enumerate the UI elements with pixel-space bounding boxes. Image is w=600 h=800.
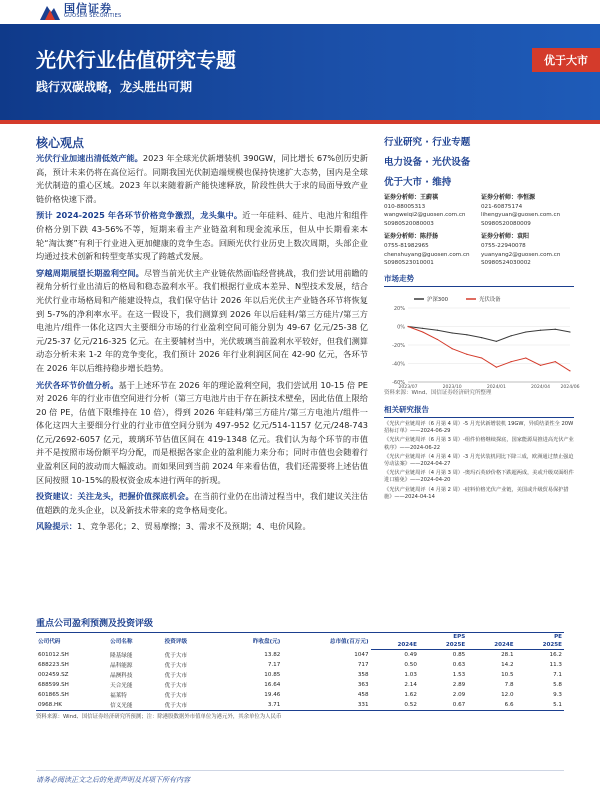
x-tick-label: 2024/01 bbox=[486, 385, 506, 390]
analyst-name: 证券分析师：陈抒扬 bbox=[384, 233, 439, 241]
cell-code: 0968.HK bbox=[36, 700, 108, 711]
related-item[interactable] bbox=[384, 454, 574, 468]
x-tick-label: 2023/07 bbox=[398, 385, 418, 390]
core-paragraph bbox=[36, 379, 368, 488]
paragraph-text: 尽管当前光伏主产业链依然面临经营挑战，我们尝试用前瞻的视角分析行业出清后的格局和稳态盈利水平。我们根据行业成本差异、N型技术发展，结合光伏行业市场格局和产能建设特点，我们保守估计 2026 年以后光伏主产业链各环节将恢复到 5-7%的净利率水平。在这一假设下，我们测算到 2026 年以后硅料/第三方硅片/第三方电池片/组件一体化这四大主要细分市场的行业盈利空间可能分别为 49-67 亿元/25-38 亿元/25-37 亿元/216-325 亿元。在主要辅材当中，光伏玻璃当前盈利水平较好，但我们测算动态分析未来 1-2 年的竞争变化，我们预计 2026 年行业利润区间在 42-90 亿元，各环节在 2026 年以后维持稳步增长趋势。 bbox=[36, 267, 368, 373]
related-date: ——2024-04-20 bbox=[409, 477, 451, 484]
paragraph-lead: 穿越周期展望长期盈利空间。 bbox=[36, 267, 144, 278]
cell-eps1: 0.52 bbox=[371, 700, 419, 711]
core-paragraph bbox=[36, 152, 368, 206]
cell-pe1: 10.5 bbox=[501, 671, 514, 678]
related-list bbox=[384, 421, 574, 501]
data-point bbox=[569, 370, 570, 371]
col-price: 昨收盘(元) bbox=[217, 633, 282, 650]
cell-mcap: 358 bbox=[357, 671, 369, 678]
cell-name: 天合光能 bbox=[110, 682, 133, 689]
cell-price: 19.46 bbox=[264, 691, 281, 698]
legend-label: 光伏设备 bbox=[479, 297, 501, 303]
cell-eps2: 0.67 bbox=[419, 700, 467, 711]
y-tick-label: 0% bbox=[397, 324, 405, 331]
cell-eps1: 0.49 bbox=[404, 651, 417, 658]
x-tick-label: 2024/06 bbox=[560, 385, 580, 390]
paragraph-text: 近一年硅料、硅片、电池片和组件价格分别下跌 43-56%不等，短期来看主产业链盈利和现金流承压，但从中长期看来本轮“淘汰赛”有利于行业进入更加健康的竞争生态。回顾光伏行业历史上数次周期，头部企业均通过技术创新和转型变革实现了跨越式发展。 bbox=[36, 210, 368, 262]
report-industry: 电力设备 · 光伏设备 bbox=[384, 157, 471, 168]
cell-pe1: 7.8 bbox=[504, 681, 514, 688]
data-point bbox=[452, 332, 453, 333]
report-rating: 优于大市 · 维持 bbox=[384, 177, 452, 188]
analyst-email[interactable]: chenshuyang@guosen.com.cn bbox=[384, 251, 470, 258]
core-paragraph bbox=[36, 209, 368, 263]
analyst-card bbox=[384, 233, 477, 267]
series-line-1 bbox=[408, 327, 570, 371]
cell-pe2: 11.3 bbox=[549, 661, 562, 668]
paragraph-text: 在当前行业仍在出清过程当中，我们建议关注估值超跌的龙头企业，以及新技术带来的竞争格局变化。 bbox=[36, 491, 368, 515]
report-category: 行业研究 · 行业专题 bbox=[384, 137, 471, 148]
related-text: 《光伏产业链周评（4 月第 3 周）-奥玛石英砂价格下跌超两成，美或升级双面组件进口豁免》 bbox=[384, 470, 574, 484]
cell-price: 16.64 bbox=[264, 681, 281, 688]
series-line-0 bbox=[408, 327, 570, 342]
data-point bbox=[525, 357, 526, 358]
data-point bbox=[407, 326, 408, 327]
col-rating: 投资评级 bbox=[163, 633, 218, 650]
cell-eps2: 0.63 bbox=[452, 661, 466, 668]
paragraph-text: 2023 年全球光伏新增装机 390GW，同比增长 67%创历史新高，预计未来仍将在高位运行。同期我国光伏制造端规模也保持快速扩大态势，国内是全球光伏制造的重心区域。2023 年以来随着新产能快速释放，阶段性供大于求的局面导致产业链价格快速下滑。 bbox=[36, 153, 368, 204]
cell-mcap: 331 bbox=[282, 700, 370, 711]
data-point bbox=[452, 348, 453, 349]
cell-pe2: 5.1 bbox=[516, 700, 564, 711]
related-date: ——2024-06-22 bbox=[399, 444, 441, 451]
y-tick-label: -20% bbox=[392, 343, 405, 349]
related-date: ——2024-06-29 bbox=[409, 428, 451, 435]
cell-rating: 优于大市 bbox=[164, 692, 188, 699]
cell-price: 10.85 bbox=[264, 671, 281, 678]
col-eps: EPS bbox=[371, 633, 468, 642]
table-row bbox=[36, 680, 564, 690]
data-point bbox=[437, 330, 438, 331]
related-item[interactable] bbox=[384, 421, 574, 435]
data-point bbox=[422, 328, 423, 329]
analyst-name: 证券分析师：李恒源 bbox=[481, 194, 536, 201]
paragraph-lead: 投资建议：关注龙头，把握价值探底机会。 bbox=[36, 491, 194, 502]
table-row bbox=[36, 670, 564, 680]
data-point bbox=[496, 367, 497, 368]
data-point bbox=[466, 354, 467, 355]
col-code: 公司代码 bbox=[36, 633, 108, 650]
paragraph-lead: 光伏行业加速出清低效产能。 bbox=[36, 153, 143, 163]
cell-code: 601865.SH bbox=[38, 691, 69, 698]
analyst-name: 证券分析师：袁阳 bbox=[481, 233, 530, 241]
cell-code: 688223.SH bbox=[38, 661, 69, 668]
analyst-name: 证券分析师：王蔚祺 bbox=[384, 194, 439, 201]
data-point bbox=[481, 337, 482, 338]
y-tick-label: -40% bbox=[392, 361, 405, 368]
cell-code: 601012.SH bbox=[38, 651, 69, 658]
x-tick-label: 2024/04 bbox=[530, 385, 551, 390]
related-item[interactable] bbox=[384, 487, 574, 501]
cell-pe2: 7.1 bbox=[553, 671, 562, 678]
table-row bbox=[36, 650, 564, 660]
data-point bbox=[555, 329, 556, 330]
related-item[interactable] bbox=[384, 470, 574, 484]
data-point bbox=[466, 334, 467, 335]
data-point bbox=[569, 331, 570, 332]
table-row bbox=[36, 700, 564, 711]
cell-eps1: 1.03 bbox=[404, 671, 417, 678]
col-eps-2025: 2025E bbox=[419, 641, 467, 650]
analyst-email[interactable]: yuanyang2@guosen.com.cn bbox=[481, 251, 561, 258]
table-row bbox=[36, 660, 564, 670]
analyst-phone: 010-88005313 bbox=[384, 203, 426, 210]
cell-eps1: 0.50 bbox=[404, 661, 417, 668]
cell-eps2: 1.53 bbox=[452, 671, 466, 678]
analyst-license: S0980520080003 bbox=[384, 220, 434, 227]
y-tick-label: -60% bbox=[392, 380, 405, 386]
table-note: 资料来源：Wind、国信证券经济研究所预测；注：除港股数据外市值单位为港元外，其余单位为人民币 bbox=[36, 714, 282, 720]
analyst-license: S0980523010001 bbox=[384, 260, 434, 267]
col-eps-2024: 2024E bbox=[371, 641, 419, 650]
report-subtitle: 践行双碳战略，龙头胜出可期 bbox=[36, 80, 193, 94]
chart-source: 资料来源：Wind、国信证券经济研究所整理 bbox=[384, 390, 492, 396]
col-mcap: 总市值(百万元) bbox=[282, 633, 370, 650]
cell-eps1: 1.62 bbox=[404, 691, 417, 698]
y-tick-label: 20% bbox=[393, 306, 405, 312]
table-row bbox=[36, 690, 564, 700]
brand-logo bbox=[40, 2, 122, 20]
cell-rating: 优于大市 bbox=[164, 682, 188, 689]
analyst-phone: 0755-22940078 bbox=[481, 242, 526, 249]
forecast-table bbox=[36, 632, 564, 711]
cell-rating: 优于大市 bbox=[164, 662, 188, 669]
related-date: ——2024-04-14 bbox=[394, 493, 435, 500]
analyst-phone: 021-60875174 bbox=[481, 203, 523, 210]
core-body bbox=[36, 152, 368, 537]
side-panel bbox=[384, 134, 574, 287]
table-title: 重点公司盈利预测及投资评级 bbox=[36, 619, 154, 629]
core-paragraph bbox=[36, 267, 368, 376]
cell-rating: 优于大市 bbox=[164, 672, 188, 679]
data-point bbox=[422, 331, 423, 332]
market-trend-chart bbox=[384, 290, 580, 400]
analyst-card bbox=[384, 194, 477, 228]
related-text: 《光伏产业链周评（4 月第 2 周）-硅料价格光伏产业链，美国或升级贸易保护措施》 bbox=[384, 486, 569, 500]
cell-eps2: 2.09 bbox=[452, 691, 466, 698]
related-title: 相关研究报告 bbox=[384, 404, 574, 418]
cell-eps1: 2.14 bbox=[404, 681, 417, 688]
col-pe-2025: 2025E bbox=[516, 641, 564, 650]
data-point bbox=[496, 341, 497, 342]
analyst-phone: 0755-81982965 bbox=[384, 242, 429, 249]
cell-mcap: 363 bbox=[357, 681, 369, 688]
cell-mcap: 717 bbox=[357, 661, 369, 668]
cell-rating: 优于大市 bbox=[163, 700, 218, 711]
report-title: 光伏行业估值研究专题 bbox=[36, 48, 236, 72]
core-heading: 核心观点 bbox=[36, 136, 85, 150]
cell-pe1: 14.2 bbox=[501, 661, 514, 668]
related-text: 《光伏产业链周评（6 月第 4 周）-5 月光伏新增装机 19GW，异质结柔性全 20W 招标订单》 bbox=[384, 421, 574, 435]
related-reports bbox=[384, 404, 574, 503]
data-point bbox=[540, 330, 541, 331]
cell-price: 7.17 bbox=[267, 661, 281, 668]
analyst-card bbox=[481, 194, 574, 228]
data-point bbox=[525, 331, 526, 332]
brand-name-en: GUOSEN SECURITIES bbox=[64, 13, 122, 19]
top-bar bbox=[0, 0, 600, 24]
data-point bbox=[510, 361, 511, 362]
risk-lead: 风险提示： bbox=[36, 521, 77, 532]
risk-paragraph bbox=[36, 520, 368, 534]
cell-pe2: 16.2 bbox=[549, 651, 562, 658]
table-header-row bbox=[36, 633, 564, 642]
legend-label: 沪深300 bbox=[427, 297, 449, 303]
core-paragraph bbox=[36, 490, 368, 517]
data-point bbox=[510, 335, 511, 336]
analyst-license: S0980520080009 bbox=[481, 220, 531, 227]
cell-name: 信义光能 bbox=[108, 700, 163, 711]
rating-badge: 优于大市 bbox=[532, 48, 600, 72]
brand-name: 国信证券 bbox=[64, 2, 112, 15]
related-text: 《光伏产业链周评（4 月第 4 周）-3 月光伏装机同比下降三成，欧洲通过禁止强迫劳动法案》 bbox=[384, 453, 574, 468]
cell-pe1: 6.6 bbox=[467, 700, 515, 711]
cell-eps2: 0.85 bbox=[452, 651, 466, 658]
brand-logo-icon bbox=[40, 2, 60, 20]
analyst-email[interactable]: lihengyuan@guosen.com.cn bbox=[481, 212, 561, 219]
cell-price: 3.71 bbox=[217, 700, 282, 711]
cell-pe1: 28.1 bbox=[501, 651, 514, 658]
cell-mcap: 458 bbox=[357, 691, 369, 698]
related-text: 《光伏产业链周评（6 月第 3 周）-组件价格继续探底，国家能源局推进高光伏产业秩序》 bbox=[384, 437, 574, 451]
data-point bbox=[437, 339, 438, 340]
data-point bbox=[481, 357, 482, 358]
paragraph-lead: 光伏各环节价值分析。 bbox=[36, 379, 119, 390]
cell-code: 002459.SZ bbox=[38, 671, 69, 678]
col-pe: PE bbox=[467, 633, 564, 642]
col-name: 公司名称 bbox=[108, 633, 163, 650]
data-point bbox=[540, 365, 541, 366]
analyst-card bbox=[481, 233, 574, 267]
cell-price: 13.82 bbox=[264, 651, 281, 658]
cell-pe2: 5.8 bbox=[553, 681, 562, 688]
header-accent-line bbox=[0, 120, 600, 124]
cell-name: 晶科能源 bbox=[110, 662, 133, 669]
paragraph-text: 基于上述环节在 2026 年的理论盈利空间，我们尝试用 10-15 倍 PE 对 2026 年的行业市值空间进行分析（第三方电池片由于存在新技术壁垒，因此估值上限给 20 倍 PE，估值下限维持在 10 倍），得到 2026 年硅料/第三方硅片/第三方电池片/组件一体化这四大主要细分行业的行业市值空间分别为 497-952 亿元/514-1157 亿元/248-743 亿元/2692-6057 亿元，玻璃环节估值区间在 419-1348 亿元。我们认为每个环节的市值并不是按照市场份额平均分配，而是根据各家企业的盈利能力来分布；同时市值也会随着行业盈利区间的波动而大幅波动。而如果回到当前 2024 年来看估值，我们还需要将上述估值区间按照 10-15%的股权资金成本进行两年的折现。 bbox=[36, 379, 368, 485]
chart-title: 市场走势 bbox=[384, 273, 574, 287]
cell-name: 晶澳科技 bbox=[110, 672, 133, 679]
footer-disclaimer: 请务必阅读正文之后的免责声明及其项下所有内容 bbox=[36, 776, 190, 784]
analyst-list bbox=[384, 194, 574, 273]
cell-name: 福莱特 bbox=[110, 692, 127, 699]
related-item[interactable] bbox=[384, 437, 574, 451]
paragraph-lead: 预计 2024-2025 年各环节价格竞争激烈，龙头集中。 bbox=[36, 210, 243, 221]
related-date: ——2024-04-27 bbox=[409, 461, 451, 468]
cell-pe1: 12.0 bbox=[501, 691, 514, 698]
footer-divider bbox=[36, 770, 564, 771]
data-point bbox=[555, 361, 556, 362]
analyst-license: S0980524030002 bbox=[481, 260, 531, 267]
x-tick-label: 2023/10 bbox=[442, 385, 462, 390]
col-pe-2024: 2024E bbox=[467, 641, 515, 650]
cell-rating: 优于大市 bbox=[164, 652, 188, 659]
analyst-email[interactable]: wangweiqi2@guosen.com.cn bbox=[384, 212, 466, 219]
cell-code: 688599.SH bbox=[38, 681, 69, 688]
cell-pe2: 9.3 bbox=[553, 691, 562, 698]
cell-eps2: 2.89 bbox=[452, 681, 466, 688]
risk-text: 1、竞争恶化；2、贸易摩擦；3、需求不及预期；4、电价风险。 bbox=[76, 521, 311, 532]
cell-name: 隆基绿能 bbox=[110, 652, 133, 659]
cell-mcap: 1047 bbox=[354, 651, 369, 658]
